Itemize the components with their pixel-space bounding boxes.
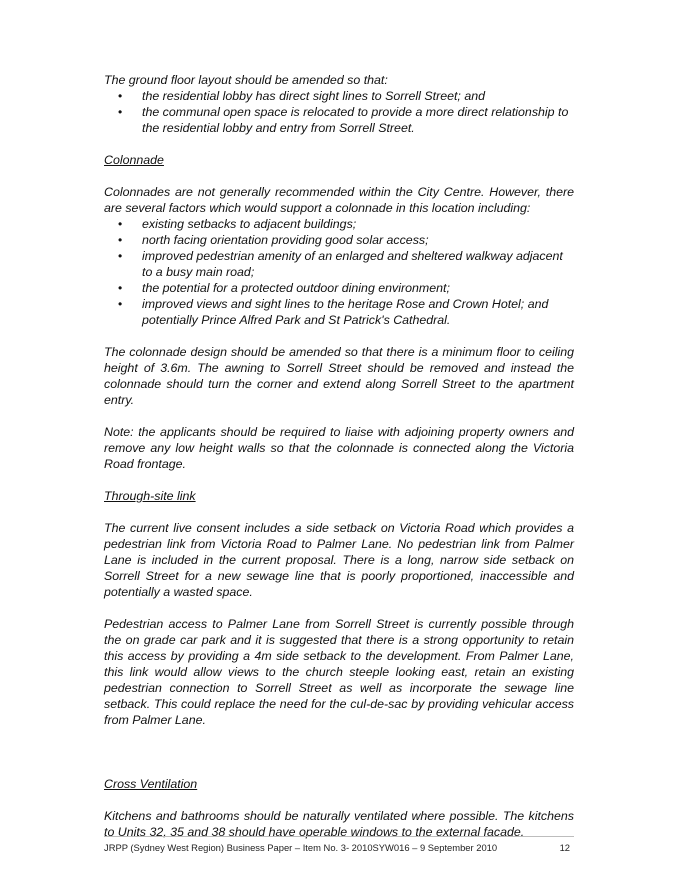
bullet-icon: • (118, 281, 123, 295)
list-item-text: the residential lobby has direct sight lines to Sorrell Street; and (142, 89, 485, 103)
list-item-text: existing setbacks to adjacent buildings; (142, 217, 357, 231)
ground-floor-bullet-list (104, 88, 574, 136)
list-item-text: improved views and sight lines to the heritage Rose and Crown Hotel; and potentially Prince Alfred Park and St Patrick's Cathedral. (142, 297, 549, 327)
spacer (104, 472, 574, 488)
bullet-icon: • (118, 249, 123, 263)
spacer (104, 168, 574, 184)
colonnade-heading: Colonnade (104, 153, 164, 167)
through-site-paragraph-1: The current live consent includes a side setback on Victoria Road which provides a pedestrian link from Victoria Road to Palmer Lane. No pedestrian link from Palmer Lane is included in the current proposal. There is a long, narrow side setback on Sorrell Street for a new sewage line that is poorly proportioned, inaccessible and potentially a wasted space. (104, 521, 574, 599)
spacer (104, 504, 574, 520)
colonnade-bullet-list (104, 216, 574, 328)
list-item (104, 216, 574, 232)
footer-text: JRPP (Sydney West Region) Business Paper – Item No. 3- 2010SYW016 – 9 September 2010 (104, 842, 498, 853)
spacer (104, 328, 574, 344)
page-footer (104, 836, 574, 853)
list-item (104, 104, 574, 136)
document-body (104, 72, 574, 840)
bullet-icon: • (118, 297, 123, 311)
page-number: 12 (559, 842, 570, 853)
ground-floor-intro: The ground floor layout should be amended so that: (104, 73, 388, 87)
list-item (104, 232, 574, 248)
spacer (104, 792, 574, 808)
list-item (104, 248, 574, 280)
list-item-text: north facing orientation providing good solar access; (142, 233, 429, 247)
colonnade-paragraph: The colonnade design should be amended so that there is a minimum floor to ceiling height of 3.6m. The awning to Sorrell Street should be removed and instead the colonnade should turn the corner and extend along Sorrell Street to the apartment entry. (104, 345, 574, 407)
list-item-text: improved pedestrian amenity of an enlarged and sheltered walkway adjacent to a busy main road; (142, 249, 563, 279)
list-item-text: the communal open space is relocated to provide a more direct relationship to the residential lobby and entry from Sorrell Street. (142, 105, 569, 135)
colonnade-intro: Colonnades are not generally recommended within the City Centre. However, there are several factors which would support a colonnade in this location including: (104, 185, 574, 215)
cross-ventilation-heading: Cross Ventilation (104, 777, 198, 791)
list-item (104, 280, 574, 296)
list-item-text: the potential for a protected outdoor dining environment; (142, 281, 450, 295)
bullet-icon: • (118, 233, 123, 247)
spacer (104, 408, 574, 424)
list-item (104, 88, 574, 104)
spacer (104, 728, 574, 776)
list-item (104, 296, 574, 328)
colonnade-note: Note: the applicants should be required to liaise with adjoining property owners and remove any low height walls so that the colonnade is connected along the Victoria Road frontage. (104, 425, 574, 471)
spacer (104, 136, 574, 152)
bullet-icon: • (118, 217, 123, 231)
spacer (104, 600, 574, 616)
through-site-paragraph-2: Pedestrian access to Palmer Lane from Sorrell Street is currently possible through the on grade car park and it is suggested that there is a strong opportunity to retain this access by providing a 4m side setback to the development. From Palmer Lane, this link would allow views to the church steeple looking east, retain an existing pedestrian connection to Sorrell Street as well as incorporate the sewage line setback. This could replace the need for the cul-de-sac by providing vehicular access from Palmer Lane. (104, 617, 574, 727)
bullet-icon: • (118, 105, 123, 119)
cross-ventilation-paragraph: Kitchens and bathrooms should be naturally ventilated where possible. The kitchens to Units 32, 35 and 38 should have operable windows to the external facade. (104, 809, 574, 839)
bullet-icon: • (118, 89, 123, 103)
through-site-heading: Through-site link (104, 489, 196, 503)
